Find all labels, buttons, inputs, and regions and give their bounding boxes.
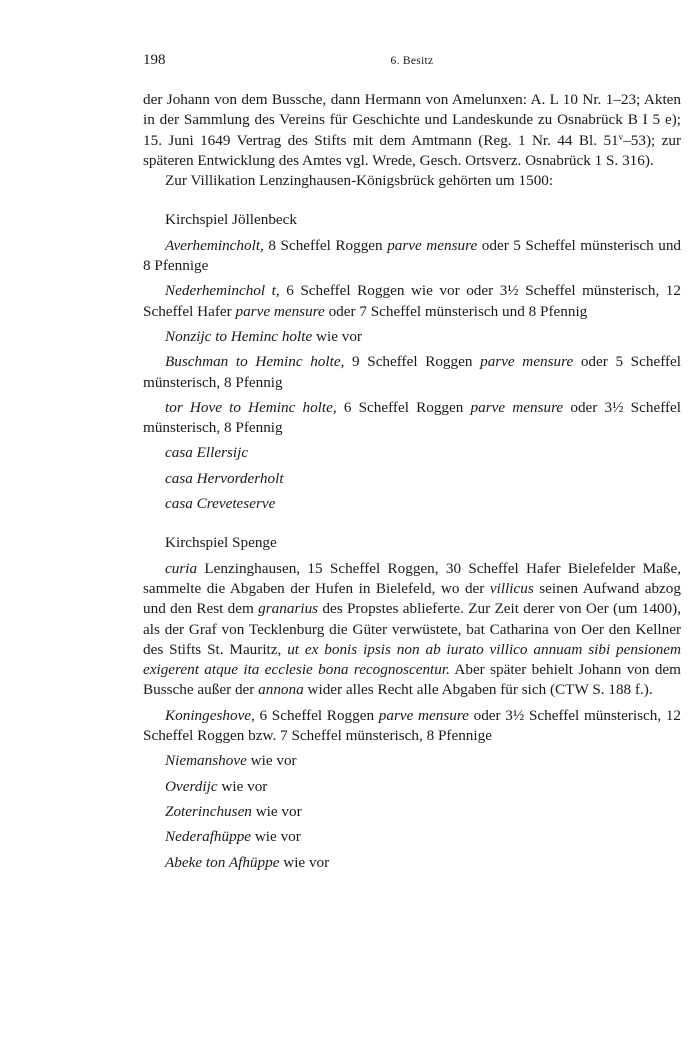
- page-number: 198: [143, 52, 166, 68]
- intro-paragraph: der Johann von dem Bussche, dann Hermann von Amelunxen: A. L 10 Nr. 1–23; Akten in der Sammlung des Vereins für Geschichte und Landeskunde zu Osnabrück B I 5 e); 15. Juni 1649 Vertrag des Stifts mit dem Amtmann (Reg. 1 Nr. 44 Bl. 51$^v$–53); zur späteren Entwicklung des Amtes vgl. Wrede, Gesch. Ortsverz. Osnabrück 1 S. 316).: [143, 91, 682, 169]
- section-heading-joellenbeck: Kirchspiel Jöllenbeck: [165, 211, 298, 229]
- list-item: casa Hervorderholt: [165, 469, 284, 487]
- list-item: Averhemincholt, 8 Scheffel Roggen parve mensure oder 5 Scheffel münsterisch und 8 Pfennige: [143, 236, 682, 275]
- page-header: [143, 52, 681, 72]
- list-item: curia Lenzinghausen, 15 Scheffel Roggen, 30 Scheffel Hafer Bielefelder Maße, sammelte die Abgaben der Hufen in Bielefeld, wo der villicus seinen Aufwand abzog und den Rest dem granarius des Propstes ablieferte. Zur Zeit derer von Oer (um 1400), als der Graf von Tecklenburg die Güter verwüstete, bat Catharina von Oer den Kellner des Stifts St. Mauritz, ut ex bonis ipsis non ab iurato villico annuam sibi pensionem exigerent atque ita ecclesie bona recognoscentur. Aber später behielt Johann von dem Bussche außer der annona wider alles Recht alle Abgaben für sich (CTW S. 188 f.).: [143, 559, 682, 699]
- list-item: Nonzijc to Heminc holte wie vor: [165, 327, 362, 345]
- list-item: Buschman to Heminc holte, 9 Scheffel Roggen parve mensure oder 5 Scheffel münsterisch, 8 Pfennig: [143, 353, 682, 391]
- list-item: Abeke ton Afhüppe wie vor: [165, 853, 330, 871]
- list-item: Nederafhüppe wie vor: [165, 828, 301, 846]
- intro-paragraph-2: Zur Villikation Lenzinghausen-Königsbrück gehörten um 1500:: [165, 172, 554, 190]
- list-item: casa Ellersijc: [165, 444, 249, 462]
- list-item: casa Creveteserve: [165, 495, 276, 513]
- list-item: Koningeshove, 6 Scheffel Roggen parve mensure oder 3½ Scheffel münsterisch, 12 Scheffel Roggen bzw. 7 Scheffel münsterisch, 8 Pfennige: [143, 706, 682, 745]
- list-item: Zoterinchusen wie vor: [165, 802, 302, 820]
- list-item: Nederheminchol t, 6 Scheffel Roggen wie vor oder 3½ Scheffel münsterisch, 12 Scheffel Hafer parve mensure oder 7 Scheffel münsterisch und 8 Pfennig: [143, 282, 681, 320]
- list-item: Niemanshove wie vor: [165, 752, 297, 770]
- section-heading-spenge: Kirchspiel Spenge: [165, 534, 277, 552]
- list-item: tor Hove to Heminc holte, 6 Scheffel Roggen parve mensure oder 3½ Scheffel münsterisch, 8 Pfennig: [143, 398, 681, 437]
- running-head: 6. Besitz: [390, 55, 434, 67]
- list-item: Overdijc wie vor: [165, 777, 268, 795]
- page-body: [143, 90, 681, 873]
